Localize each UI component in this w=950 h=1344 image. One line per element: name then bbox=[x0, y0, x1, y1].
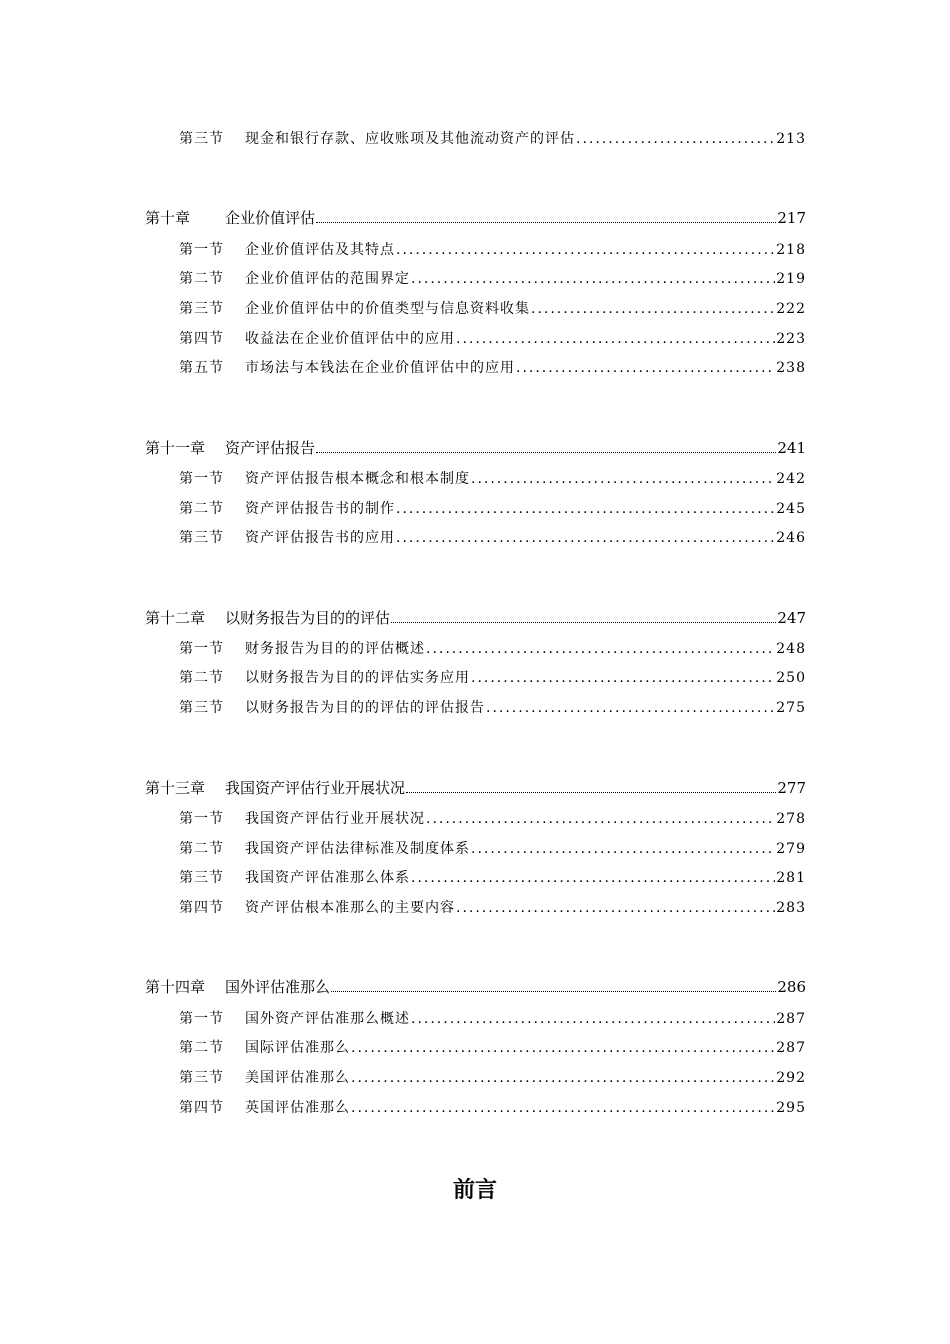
dot-leader bbox=[531, 301, 775, 317]
dot-leader bbox=[316, 221, 776, 223]
section-title: 现金和银行存款、应收账项及其他流动资产的评估 bbox=[245, 131, 575, 147]
section-number: 第四节 bbox=[179, 1100, 224, 1116]
page-number: 223 bbox=[776, 331, 806, 347]
dot-leader bbox=[471, 670, 775, 686]
chapter-number: 第十章 bbox=[145, 209, 191, 227]
chapter-number: 第十一章 bbox=[145, 439, 206, 457]
section-title: 企业价值评估中的价值类型与信息资料收集 bbox=[245, 301, 530, 317]
chapter-title: 国外评估准那么 bbox=[225, 978, 331, 996]
section-number: 第二节 bbox=[179, 841, 224, 857]
page-number: 245 bbox=[776, 501, 806, 517]
dot-leader bbox=[576, 131, 775, 147]
dot-leader bbox=[471, 841, 775, 857]
chapter-number: 第十二章 bbox=[145, 609, 206, 627]
section-title: 企业价值评估的范围界定 bbox=[245, 271, 410, 287]
preface-heading: 前言 bbox=[452, 1178, 497, 1203]
dot-leader bbox=[396, 501, 775, 517]
section-title: 企业价值评估及其特点 bbox=[245, 242, 395, 258]
section-title: 财务报告为目的的评估概述 bbox=[245, 641, 425, 657]
toc-section-row[interactable] bbox=[179, 638, 806, 658]
section-number: 第三节 bbox=[179, 870, 224, 886]
section-number: 第一节 bbox=[179, 1011, 224, 1027]
toc-chapter-row[interactable] bbox=[145, 976, 806, 997]
section-number: 第一节 bbox=[179, 811, 224, 827]
page-number: 218 bbox=[776, 242, 806, 258]
toc-section-row[interactable] bbox=[179, 1037, 806, 1057]
section-number: 第二节 bbox=[179, 1040, 224, 1056]
toc-chapter-row[interactable] bbox=[145, 607, 806, 628]
dot-leader bbox=[471, 471, 775, 487]
dot-leader bbox=[456, 900, 775, 916]
page-number: 219 bbox=[776, 271, 806, 287]
section-number: 第一节 bbox=[179, 471, 224, 487]
dot-leader bbox=[406, 791, 776, 793]
section-title: 市场法与本钱法在企业价值评估中的应用 bbox=[245, 360, 515, 376]
toc-section-row[interactable] bbox=[179, 328, 806, 348]
toc-section-row[interactable] bbox=[179, 298, 806, 318]
section-title: 资产评估根本准那么的主要内容 bbox=[245, 900, 455, 916]
section-title: 国外资产评估准那么概述 bbox=[245, 1011, 410, 1027]
toc-section-row[interactable] bbox=[179, 808, 806, 828]
dot-leader bbox=[426, 811, 775, 827]
section-number: 第三节 bbox=[179, 301, 224, 317]
section-title: 以财务报告为目的的评估实务应用 bbox=[245, 670, 470, 686]
dot-leader bbox=[351, 1040, 775, 1056]
section-number: 第一节 bbox=[179, 641, 224, 657]
section-number: 第二节 bbox=[179, 501, 224, 517]
page-number: 278 bbox=[776, 811, 806, 827]
page-number: 277 bbox=[777, 779, 806, 797]
page-number: 275 bbox=[776, 700, 806, 716]
page-number: 213 bbox=[776, 131, 806, 147]
section-number: 第一节 bbox=[179, 242, 224, 258]
section-title: 资产评估报告书的制作 bbox=[245, 501, 395, 517]
chapter-title: 资产评估报告 bbox=[225, 439, 316, 457]
dot-leader bbox=[331, 990, 776, 992]
dot-leader bbox=[426, 641, 775, 657]
toc-section-row[interactable] bbox=[179, 468, 806, 488]
dot-leader bbox=[351, 1100, 775, 1116]
toc-section-row[interactable] bbox=[179, 1008, 806, 1028]
section-title: 我国资产评估准那么体系 bbox=[245, 870, 410, 886]
section-number: 第三节 bbox=[179, 700, 224, 716]
toc-section-row[interactable] bbox=[179, 128, 806, 148]
dot-leader bbox=[391, 621, 776, 623]
section-title: 资产评估报告根本概念和根本制度 bbox=[245, 471, 470, 487]
section-title: 国际评估准那么 bbox=[245, 1040, 350, 1056]
toc-section-row[interactable] bbox=[179, 498, 806, 518]
dot-leader bbox=[316, 451, 776, 453]
toc-section-row[interactable] bbox=[179, 357, 806, 377]
chapter-number: 第十四章 bbox=[145, 978, 206, 996]
page-number: 238 bbox=[776, 360, 806, 376]
chapter-title: 企业价值评估 bbox=[225, 209, 316, 227]
page-number: 281 bbox=[776, 870, 806, 886]
section-number: 第三节 bbox=[179, 131, 224, 147]
section-title: 英国评估准那么 bbox=[245, 1100, 350, 1116]
section-title: 资产评估报告书的应用 bbox=[245, 530, 395, 546]
section-number: 第二节 bbox=[179, 670, 224, 686]
page-number: 295 bbox=[776, 1100, 806, 1116]
toc-chapter-row[interactable] bbox=[145, 207, 806, 228]
page-number: 246 bbox=[776, 530, 806, 546]
section-title: 我国资产评估法律标准及制度体系 bbox=[245, 841, 470, 857]
toc-section-row[interactable] bbox=[179, 897, 806, 917]
toc-section-row[interactable] bbox=[179, 697, 806, 717]
page-number: 287 bbox=[776, 1011, 806, 1027]
section-number: 第二节 bbox=[179, 271, 224, 287]
dot-leader bbox=[411, 870, 775, 886]
section-number: 第四节 bbox=[179, 900, 224, 916]
chapter-title: 以财务报告为目的的评估 bbox=[225, 609, 391, 627]
toc-section-row[interactable] bbox=[179, 1067, 806, 1087]
dot-leader bbox=[486, 700, 775, 716]
page-number: 250 bbox=[776, 670, 806, 686]
toc-section-row[interactable] bbox=[179, 268, 806, 288]
page-number: 222 bbox=[776, 301, 806, 317]
page-number: 248 bbox=[776, 641, 806, 657]
page-number: 292 bbox=[776, 1070, 806, 1086]
toc-chapter-row[interactable] bbox=[145, 777, 806, 798]
toc-section-row[interactable] bbox=[179, 838, 806, 858]
page-number: 217 bbox=[777, 209, 806, 227]
toc-section-row[interactable] bbox=[179, 239, 806, 259]
section-title: 以财务报告为目的的评估的评估报告 bbox=[245, 700, 485, 716]
section-number: 第四节 bbox=[179, 331, 224, 347]
dot-leader bbox=[456, 331, 775, 347]
toc-section-row[interactable] bbox=[179, 1097, 806, 1117]
section-title: 我国资产评估行业开展状况 bbox=[245, 811, 425, 827]
section-title: 收益法在企业价值评估中的应用 bbox=[245, 331, 455, 347]
section-number: 第三节 bbox=[179, 1070, 224, 1086]
page-number: 287 bbox=[776, 1040, 806, 1056]
dot-leader bbox=[396, 242, 775, 258]
page-number: 242 bbox=[776, 471, 806, 487]
page-number: 247 bbox=[777, 609, 806, 627]
page-number: 283 bbox=[776, 900, 806, 916]
dot-leader bbox=[411, 1011, 775, 1027]
section-number: 第三节 bbox=[179, 530, 224, 546]
section-number: 第五节 bbox=[179, 360, 224, 376]
chapter-title: 我国资产评估行业开展状况 bbox=[225, 779, 406, 797]
toc-section-row[interactable] bbox=[179, 527, 806, 547]
dot-leader bbox=[351, 1070, 775, 1086]
page-number: 279 bbox=[776, 841, 806, 857]
section-title: 美国评估准那么 bbox=[245, 1070, 350, 1086]
toc-section-row[interactable] bbox=[179, 867, 806, 887]
page-number: 286 bbox=[777, 978, 806, 996]
dot-leader bbox=[516, 360, 775, 376]
dot-leader bbox=[411, 271, 775, 287]
toc-chapter-row[interactable] bbox=[145, 437, 806, 458]
page-number: 241 bbox=[777, 439, 806, 457]
chapter-number: 第十三章 bbox=[145, 779, 206, 797]
toc-section-row[interactable] bbox=[179, 667, 806, 687]
dot-leader bbox=[396, 530, 775, 546]
